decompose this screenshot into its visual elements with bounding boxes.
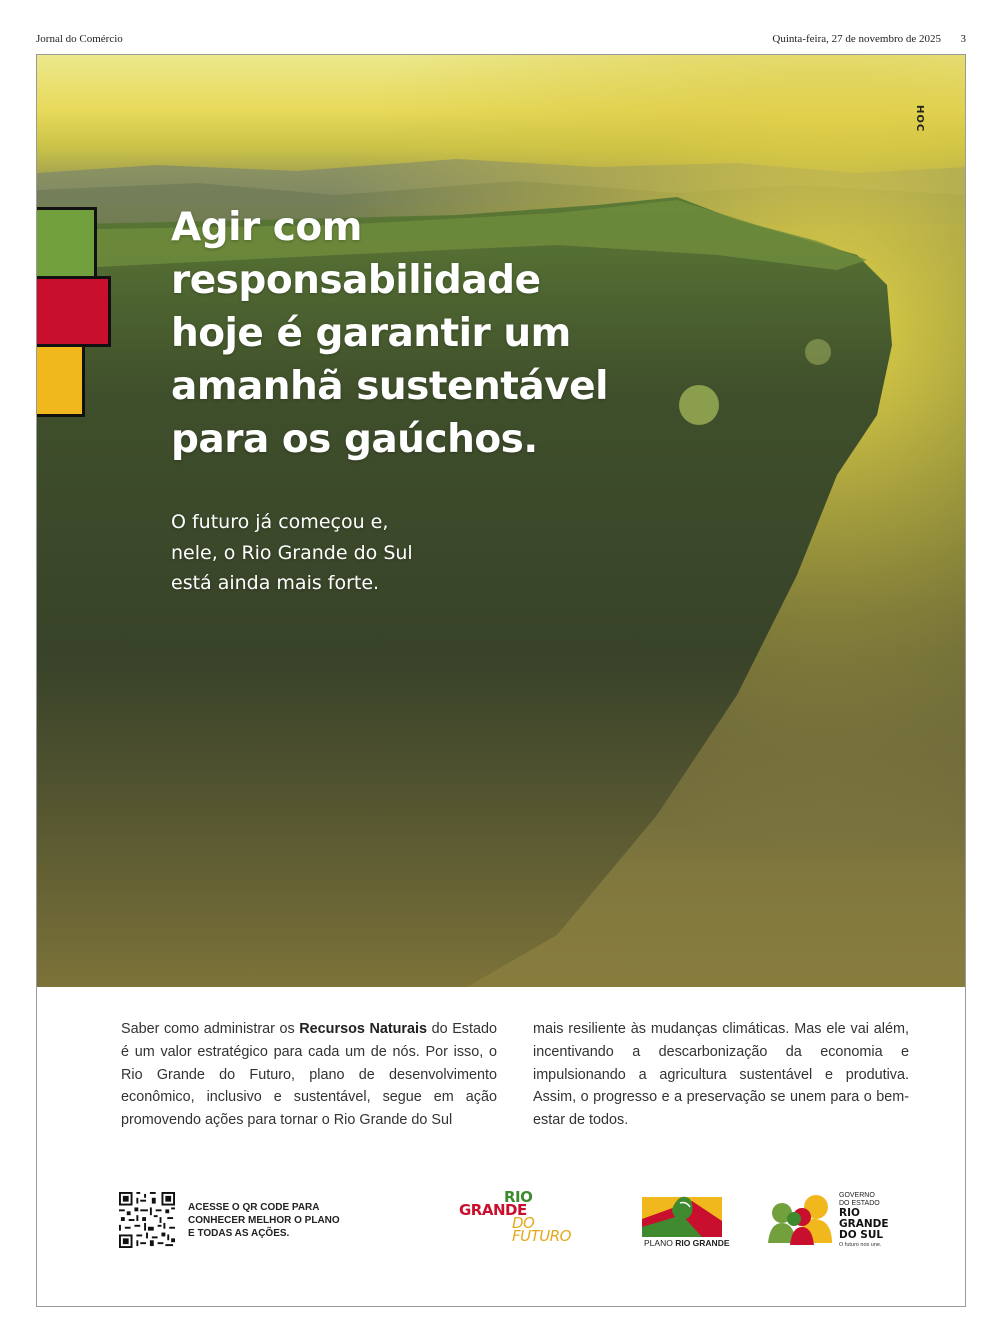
- subhead-line: está ainda mais forte.: [171, 572, 380, 594]
- logo-word: GOVERNO: [839, 1192, 875, 1199]
- governo-slogan: O futuro nos une.: [839, 1242, 882, 1248]
- qr-cta-line: CONHECER MELHOR O PLANO: [188, 1215, 340, 1226]
- rio-grande-do-sul: [839, 1208, 889, 1241]
- page-date: Quinta-feira, 27 de novembro de 2025: [772, 33, 941, 45]
- handshake-icon: [642, 1191, 722, 1237]
- headline-line: amanhã sustentável: [171, 364, 608, 409]
- body-text: do Estado é um valor estratégico para cada um de nós. Por isso, o Rio Grande do Futuro, plano de desenvolvimento econômico, inclusivo e sustentável, segue em ação promovendo ações para tornar o Rio Grande do Sul: [121, 1021, 497, 1129]
- subhead-line: nele, o Rio Grande do Sul: [171, 541, 413, 564]
- qr-cta-line: E TODAS AS AÇÕES.: [188, 1228, 290, 1239]
- page-number: 3: [960, 33, 966, 45]
- headline: [171, 201, 731, 466]
- green-block: [36, 207, 97, 279]
- governo-rs-logo: [768, 1191, 898, 1251]
- people-silhouettes-icon: [768, 1191, 834, 1247]
- advertisement: [36, 54, 966, 1307]
- plano-rio-grande-text: [644, 1238, 730, 1248]
- body-emphasis: Recursos Naturais: [299, 1021, 428, 1037]
- logo-word: DO SUL: [839, 1229, 884, 1241]
- logo-word: RIO GRANDE: [675, 1238, 730, 1248]
- qr-call-to-action: [188, 1201, 358, 1240]
- yellow-block: [36, 344, 85, 417]
- logo-word: GRANDE: [459, 1201, 527, 1219]
- red-block: [36, 276, 111, 347]
- body-column-2: mais resiliente às mudanças climáticas. Mas ele vai além, incentivando a descarbonização da economia e impulsionando a agricultura sustentável e produtiva. Assim, o progresso e a preservação se unem para o bem-estar de todos.: [533, 1021, 909, 1129]
- headline-line: Agir com: [171, 205, 362, 250]
- logo-word: RIO: [839, 1207, 860, 1219]
- subhead-line: O futuro já começou e,: [171, 511, 389, 533]
- body-column-1: [121, 1018, 497, 1132]
- plano-rio-grande-logo: [642, 1191, 730, 1251]
- rio-grande-do-futuro-logo: [459, 1188, 599, 1251]
- qr-code-icon[interactable]: [119, 1192, 175, 1248]
- logo-word: DO ESTADO: [839, 1199, 880, 1207]
- headline-line: hoje é garantir um: [171, 311, 571, 356]
- subheadline: [171, 507, 571, 599]
- headline-line: responsabilidade: [171, 258, 541, 303]
- logo-word: FUTURO: [512, 1227, 571, 1245]
- governo-do-estado: [839, 1192, 880, 1207]
- body-text: Saber como administrar os: [121, 1021, 300, 1037]
- logo-word: GRANDE: [839, 1218, 889, 1230]
- qr-cta-line: ACESSE O QR CODE PARA: [188, 1202, 320, 1213]
- headline-line: para os gaúchos.: [171, 417, 538, 462]
- logo-word: RIO: [504, 1188, 533, 1206]
- logo-word: DO: [512, 1214, 535, 1232]
- agency-mark: HOC: [914, 105, 925, 133]
- newspaper-name: Jornal do Comércio: [36, 33, 123, 45]
- logo-word: PLANO: [644, 1238, 676, 1248]
